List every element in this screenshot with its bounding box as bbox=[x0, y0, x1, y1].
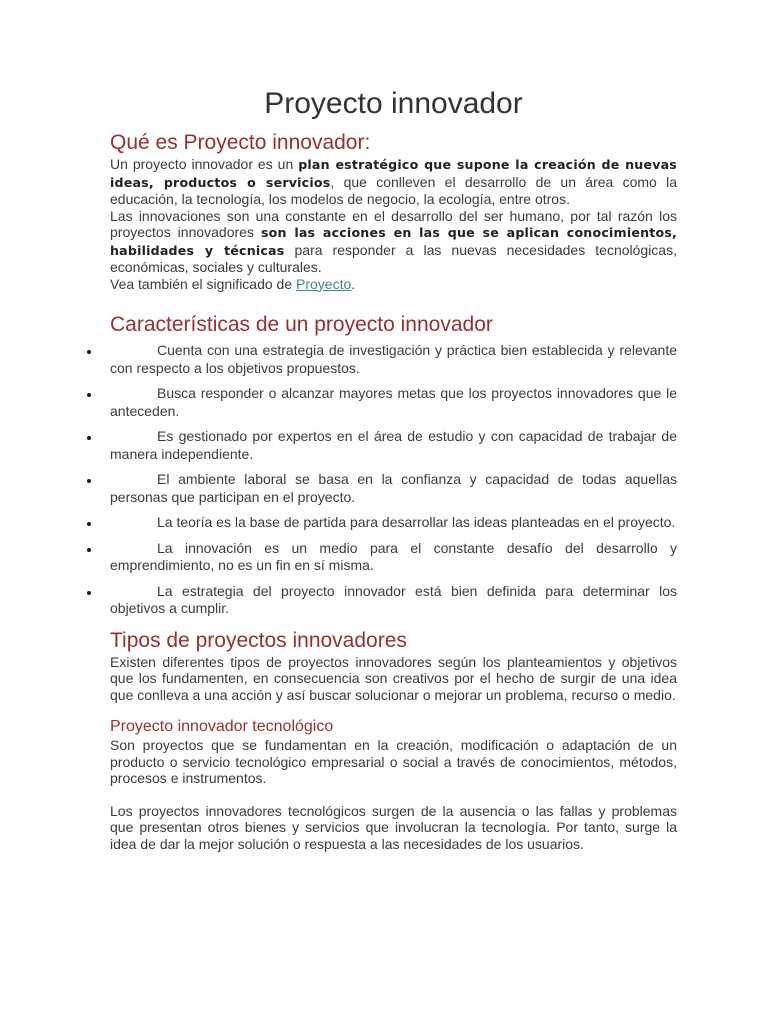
see-also-period: . bbox=[351, 275, 356, 292]
list-item-text: Busca responder o alcanzar mayores metas que los proyectos innovadores que le anteceden. bbox=[110, 385, 677, 419]
list-item-text: La teoría es la base de partida para desarrollar las ideas planteadas en el proyecto. bbox=[157, 514, 676, 530]
intro-p1-text-start: Un proyecto innovador es un bbox=[110, 156, 299, 172]
intro-p1-text-end: , que conlleven el desarrollo de un área como la educación, la tecnología, los modelos de negocio, la ecología, entre otros. bbox=[110, 173, 677, 207]
list-item bbox=[110, 514, 677, 532]
intro-p2-bold-text: son las acciones en las que se aplican conocimientos, habilidades y técnicas bbox=[110, 225, 677, 258]
tech-paragraph-1: Son proyectos que se fundamentan en la creación, modificación o adaptación de un producto o servicio tecnológico empresarial o social a través de conocimientos, métodos, procesos e instrumentos. bbox=[110, 737, 677, 786]
bullet-dot-icon bbox=[87, 479, 91, 483]
see-also-paragraph bbox=[110, 276, 677, 293]
characteristics-list bbox=[110, 342, 677, 618]
bullet-dot-icon bbox=[87, 436, 91, 440]
list-item bbox=[110, 540, 677, 575]
bullet-dot-icon bbox=[87, 548, 91, 552]
bullet-dot-icon bbox=[87, 350, 91, 354]
list-item-text: La estrategia del proyecto innovador está bien definida para determinar los objetivos a cumplir. bbox=[110, 582, 677, 616]
intro-paragraph-1 bbox=[110, 156, 677, 208]
section-heading-types: Tipos de proyectos innovadores bbox=[110, 628, 407, 652]
section-heading-what-is: Qué es Proyecto innovador: bbox=[110, 131, 371, 154]
subheading-tech-project: Proyecto innovador tecnológico bbox=[110, 718, 334, 735]
list-item bbox=[110, 385, 677, 420]
intro-paragraph-2 bbox=[110, 208, 677, 276]
bullet-dot-icon bbox=[87, 522, 91, 526]
proyecto-link[interactable]: Proyecto bbox=[296, 275, 352, 292]
document-page bbox=[110, 84, 677, 852]
tech-paragraph-2: Los proyectos innovadores tecnológicos surgen de la ausencia o las fallas y problemas que presentan otros bienes y servicios que involucran la tecnología. Por tanto, surge la idea de dar la mejor solución o respuesta a las necesidades de los usuarios. bbox=[110, 802, 677, 852]
list-item-text: Cuenta con una estrategia de investigación y práctica bien establecida y relevante con respecto a los objetivos propuestos. bbox=[110, 342, 677, 376]
list-item bbox=[110, 471, 677, 506]
intro-p2-text-start: Las innovaciones son una constante en el desarrollo del ser humano, por tal razón los proyectos innovadores bbox=[110, 207, 677, 240]
intro-p1-bold-text: plan estratégico que supone la creación de nuevas ideas, productos o servicios bbox=[110, 157, 678, 190]
list-item-text: Es gestionado por expertos en el área de estudio y con capacidad de trabajar de manera independiente. bbox=[110, 428, 677, 462]
list-item bbox=[110, 428, 677, 463]
bullet-dot-icon bbox=[87, 393, 91, 397]
intro-p2-text-end: para responder a las nuevas necesidades tecnológicas, económicas, sociales y culturales. bbox=[110, 241, 677, 275]
types-paragraph: Existen diferentes tipos de proyectos innovadores según los planteamientos y objetivos que los fundamenten, en consecuencia son creativos por el hecho de surgir de una idea que conlleva a una acción y así buscar solucionar o mejorar un problema, recurso o medio. bbox=[110, 653, 677, 703]
list-item bbox=[110, 342, 677, 377]
list-item bbox=[110, 583, 677, 618]
list-item-text: La innovación es un medio para el constante desafío del desarrollo y emprendimiento, no es un fin en sí misma. bbox=[110, 539, 677, 573]
list-item-text: El ambiente laboral se basa en la confianza y capacidad de todas aquellas personas que participan en el proyecto. bbox=[110, 471, 677, 505]
section-heading-characteristics: Características de un proyecto innovador bbox=[110, 313, 493, 336]
document-title: Proyecto innovador bbox=[264, 87, 523, 120]
see-also-text: Vea también el significado de bbox=[110, 275, 297, 292]
bullet-dot-icon bbox=[87, 591, 91, 595]
